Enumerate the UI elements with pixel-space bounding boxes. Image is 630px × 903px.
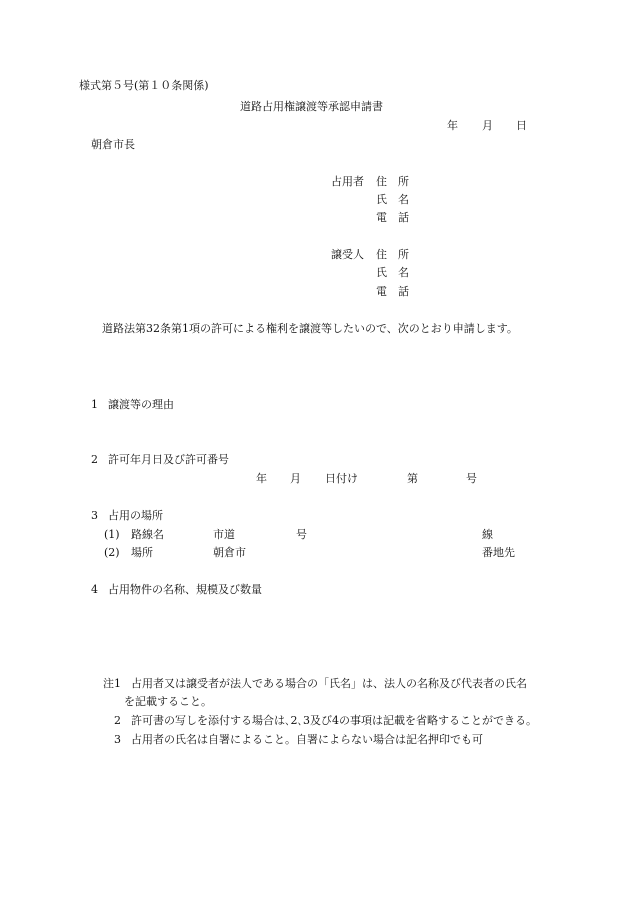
transferee-name-label: 氏 名 (376, 266, 409, 279)
occupant-address-label: 住 所 (376, 175, 409, 188)
place-index: (2) (104, 546, 120, 559)
transferee-address-label: 住 所 (376, 248, 409, 261)
item-1-label: 譲渡等の理由 (108, 398, 174, 411)
item-4-number: 4 (91, 583, 98, 596)
occupant-name-label: 氏 名 (376, 193, 409, 206)
form-title: 道路占用権譲渡等承認申請書 (240, 100, 383, 113)
permit-year-label: 年 (256, 472, 267, 485)
transferee-role: 譲受人 (331, 248, 364, 261)
permit-month-label: 月 (290, 472, 301, 485)
item-2-label: 許可年月日及び許可番号 (108, 453, 229, 466)
route-line-suffix: 線 (482, 528, 493, 541)
note-1-prefix: 注1 (103, 677, 121, 690)
route-kind: 市道 (213, 528, 235, 541)
occupant-phone-label: 電 話 (376, 211, 409, 224)
occupant-role: 占用者 (331, 175, 364, 188)
permit-number-suffix: 号 (466, 472, 477, 485)
route-number-suffix: 号 (296, 528, 307, 541)
note-2-number: 2 (114, 714, 121, 727)
note-1-line2: を記載すること。 (124, 695, 212, 708)
transferee-phone-label: 電 話 (376, 285, 409, 298)
item-3-label: 占用の場所 (108, 509, 163, 522)
place-label: 場所 (131, 546, 153, 559)
date-month-label: 月 (482, 119, 493, 132)
permit-day-label: 日付け (325, 472, 358, 485)
place-city: 朝倉市 (213, 546, 246, 559)
item-2-number: 2 (91, 453, 98, 466)
route-label: 路線名 (131, 528, 164, 541)
permit-number-prefix: 第 (407, 472, 418, 485)
note-3-number: 3 (114, 733, 121, 746)
application-statement: 道路法第32条第1項の許可による権利を譲渡等したいので、次のとおり申請します。 (102, 322, 518, 335)
form-number: 様式第５号(第１０条関係) (79, 79, 209, 92)
addressee: 朝倉市長 (91, 138, 135, 151)
note-3-text: 占用者の氏名は自署によること。自署によらない場合は記名押印でも可 (131, 733, 483, 746)
date-year-label: 年 (447, 119, 458, 132)
note-1-line1: 占用者又は譲受者が法人である場合の「氏名」は、法人の名称及び代表者の氏名 (131, 677, 527, 690)
place-suffix: 番地先 (482, 546, 515, 559)
item-4-label: 占用物件の名称、規模及び数量 (108, 583, 262, 596)
date-day-label: 日 (516, 119, 527, 132)
note-2-text: 許可書の写しを添付する場合は､2､3及び4の事項は記載を省略することができる。 (131, 714, 537, 727)
item-3-number: 3 (91, 509, 98, 522)
route-index: (1) (104, 528, 120, 541)
item-1-number: 1 (91, 398, 98, 411)
